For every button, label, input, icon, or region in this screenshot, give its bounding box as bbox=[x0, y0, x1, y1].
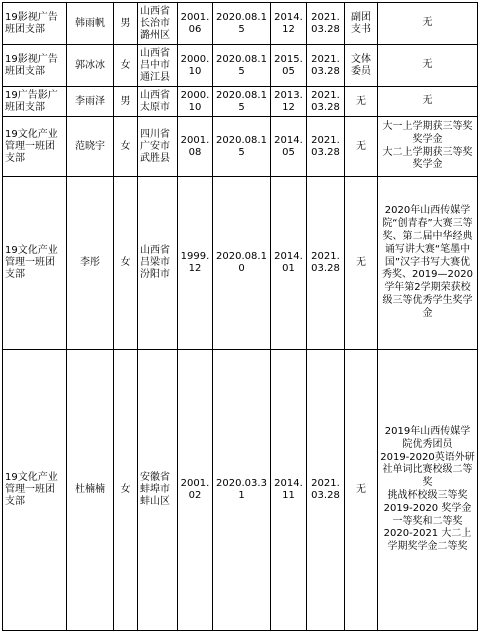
league-date-cell: 2013.12 bbox=[271, 87, 307, 117]
branch-cell: 19广告影广班团支部 bbox=[3, 87, 67, 117]
record-date-cell: 2021.03.28 bbox=[307, 87, 345, 117]
name-cell: 李彤 bbox=[67, 177, 114, 350]
join-date-cell: 2020.03.31 bbox=[213, 350, 271, 631]
award-text: 无 bbox=[422, 59, 433, 71]
position-cell: 文体委员 bbox=[345, 45, 378, 87]
record-date-cell: 2021.03.28 bbox=[307, 45, 345, 87]
branch-cell: 19文化产业管理一班团支部 bbox=[3, 117, 67, 177]
branch-cell: 19文化产业管理一班团支部 bbox=[3, 177, 67, 350]
position-cell: 副团支书 bbox=[345, 3, 378, 45]
league-date-cell: 2014.11 bbox=[271, 350, 307, 631]
birth-date-cell: 2001.08 bbox=[178, 117, 213, 177]
birth-date-cell: 2001.06 bbox=[178, 3, 213, 45]
join-date-cell: 2020.08.15 bbox=[213, 45, 271, 87]
record-date-cell: 2021.03.28 bbox=[307, 350, 345, 631]
member-table bbox=[2, 2, 478, 631]
origin-cell: 山西省长治市潞州区 bbox=[138, 3, 178, 45]
awards-cell bbox=[378, 350, 478, 631]
branch-cell: 19文化产业管理一班团支部 bbox=[3, 350, 67, 631]
award-text: 2019年山西传媒学院优秀团员 bbox=[384, 426, 471, 450]
position-cell: 无 bbox=[345, 177, 378, 350]
table-row bbox=[3, 177, 478, 350]
join-date-cell: 2020.08.10 bbox=[213, 177, 271, 350]
table-row bbox=[3, 350, 478, 631]
origin-cell: 山西省吕中市通江县 bbox=[138, 45, 178, 87]
origin-cell: 山西省吕梁市汾阳市 bbox=[138, 177, 178, 350]
gender-cell: 男 bbox=[114, 3, 138, 45]
origin-cell: 山西省太原市 bbox=[138, 87, 178, 117]
join-date-cell: 2020.08.15 bbox=[213, 117, 271, 177]
awards-cell bbox=[378, 117, 478, 177]
award-text: 2019-2020 奖学金一等奖和二等奖 bbox=[383, 502, 472, 527]
league-date-cell: 2014.12 bbox=[271, 3, 307, 45]
award-text: 2020-2021 大二上学期奖学金二等奖 bbox=[383, 528, 472, 553]
award-text: 大二上学期获三等奖奖学金 bbox=[382, 146, 473, 171]
birth-date-cell: 1999.12 bbox=[178, 177, 213, 350]
origin-cell: 安徽省蚌埠市蚌山区 bbox=[138, 350, 178, 631]
gender-cell: 女 bbox=[114, 350, 138, 631]
branch-cell: 19影视广告班团支部 bbox=[3, 3, 67, 45]
name-cell: 郭冰冰 bbox=[67, 45, 114, 87]
birth-date-cell: 2001.02 bbox=[178, 350, 213, 631]
table-row bbox=[3, 117, 478, 177]
table-row bbox=[3, 87, 478, 117]
record-date-cell: 2021.03.28 bbox=[307, 177, 345, 350]
name-cell: 韩雨帆 bbox=[67, 3, 114, 45]
award-text: 2019-2020英语外研社单词比赛校级二等奖 bbox=[380, 451, 475, 489]
award-text: 大一上学期获三等奖奖学金 bbox=[382, 120, 473, 145]
name-cell: 范晓宇 bbox=[67, 117, 114, 177]
league-date-cell: 2014.05 bbox=[271, 117, 307, 177]
table-row bbox=[3, 45, 478, 87]
position-cell: 无 bbox=[345, 87, 378, 117]
awards-cell bbox=[378, 87, 478, 117]
birth-date-cell: 2000.10 bbox=[178, 45, 213, 87]
gender-cell: 女 bbox=[114, 45, 138, 87]
awards-cell bbox=[378, 177, 478, 350]
gender-cell: 男 bbox=[114, 87, 138, 117]
awards-cell bbox=[378, 45, 478, 87]
award-text: 2020年山西传媒学院“创青春”大赛三等奖、第二届中华经典诵写讲大赛“笔墨中国”汉字书写大赛优秀奖、2019—2020学年第2学期荣获校级三等优秀学生奖学金 bbox=[382, 205, 473, 319]
birth-date-cell: 2000.10 bbox=[178, 87, 213, 117]
league-date-cell: 2014.01 bbox=[271, 177, 307, 350]
record-date-cell: 2021.03.28 bbox=[307, 3, 345, 45]
name-cell: 李雨泽 bbox=[67, 87, 114, 117]
join-date-cell: 2020.08.15 bbox=[213, 87, 271, 117]
origin-cell: 四川省广安市武胜县 bbox=[138, 117, 178, 177]
name-cell: 杜楠楠 bbox=[67, 350, 114, 631]
award-text: 挑战杯校级三等奖 bbox=[387, 490, 468, 501]
award-text: 无 bbox=[422, 17, 433, 29]
table-row bbox=[3, 3, 478, 45]
join-date-cell: 2020.08.15 bbox=[213, 3, 271, 45]
gender-cell: 女 bbox=[114, 117, 138, 177]
award-text: 无 bbox=[422, 95, 433, 107]
awards-cell bbox=[378, 3, 478, 45]
league-date-cell: 2015.05 bbox=[271, 45, 307, 87]
gender-cell: 女 bbox=[114, 177, 138, 350]
position-cell: 无 bbox=[345, 117, 378, 177]
record-date-cell: 2021.03.28 bbox=[307, 117, 345, 177]
position-cell: 无 bbox=[345, 350, 378, 631]
branch-cell: 19影视广告班团支部 bbox=[3, 45, 67, 87]
